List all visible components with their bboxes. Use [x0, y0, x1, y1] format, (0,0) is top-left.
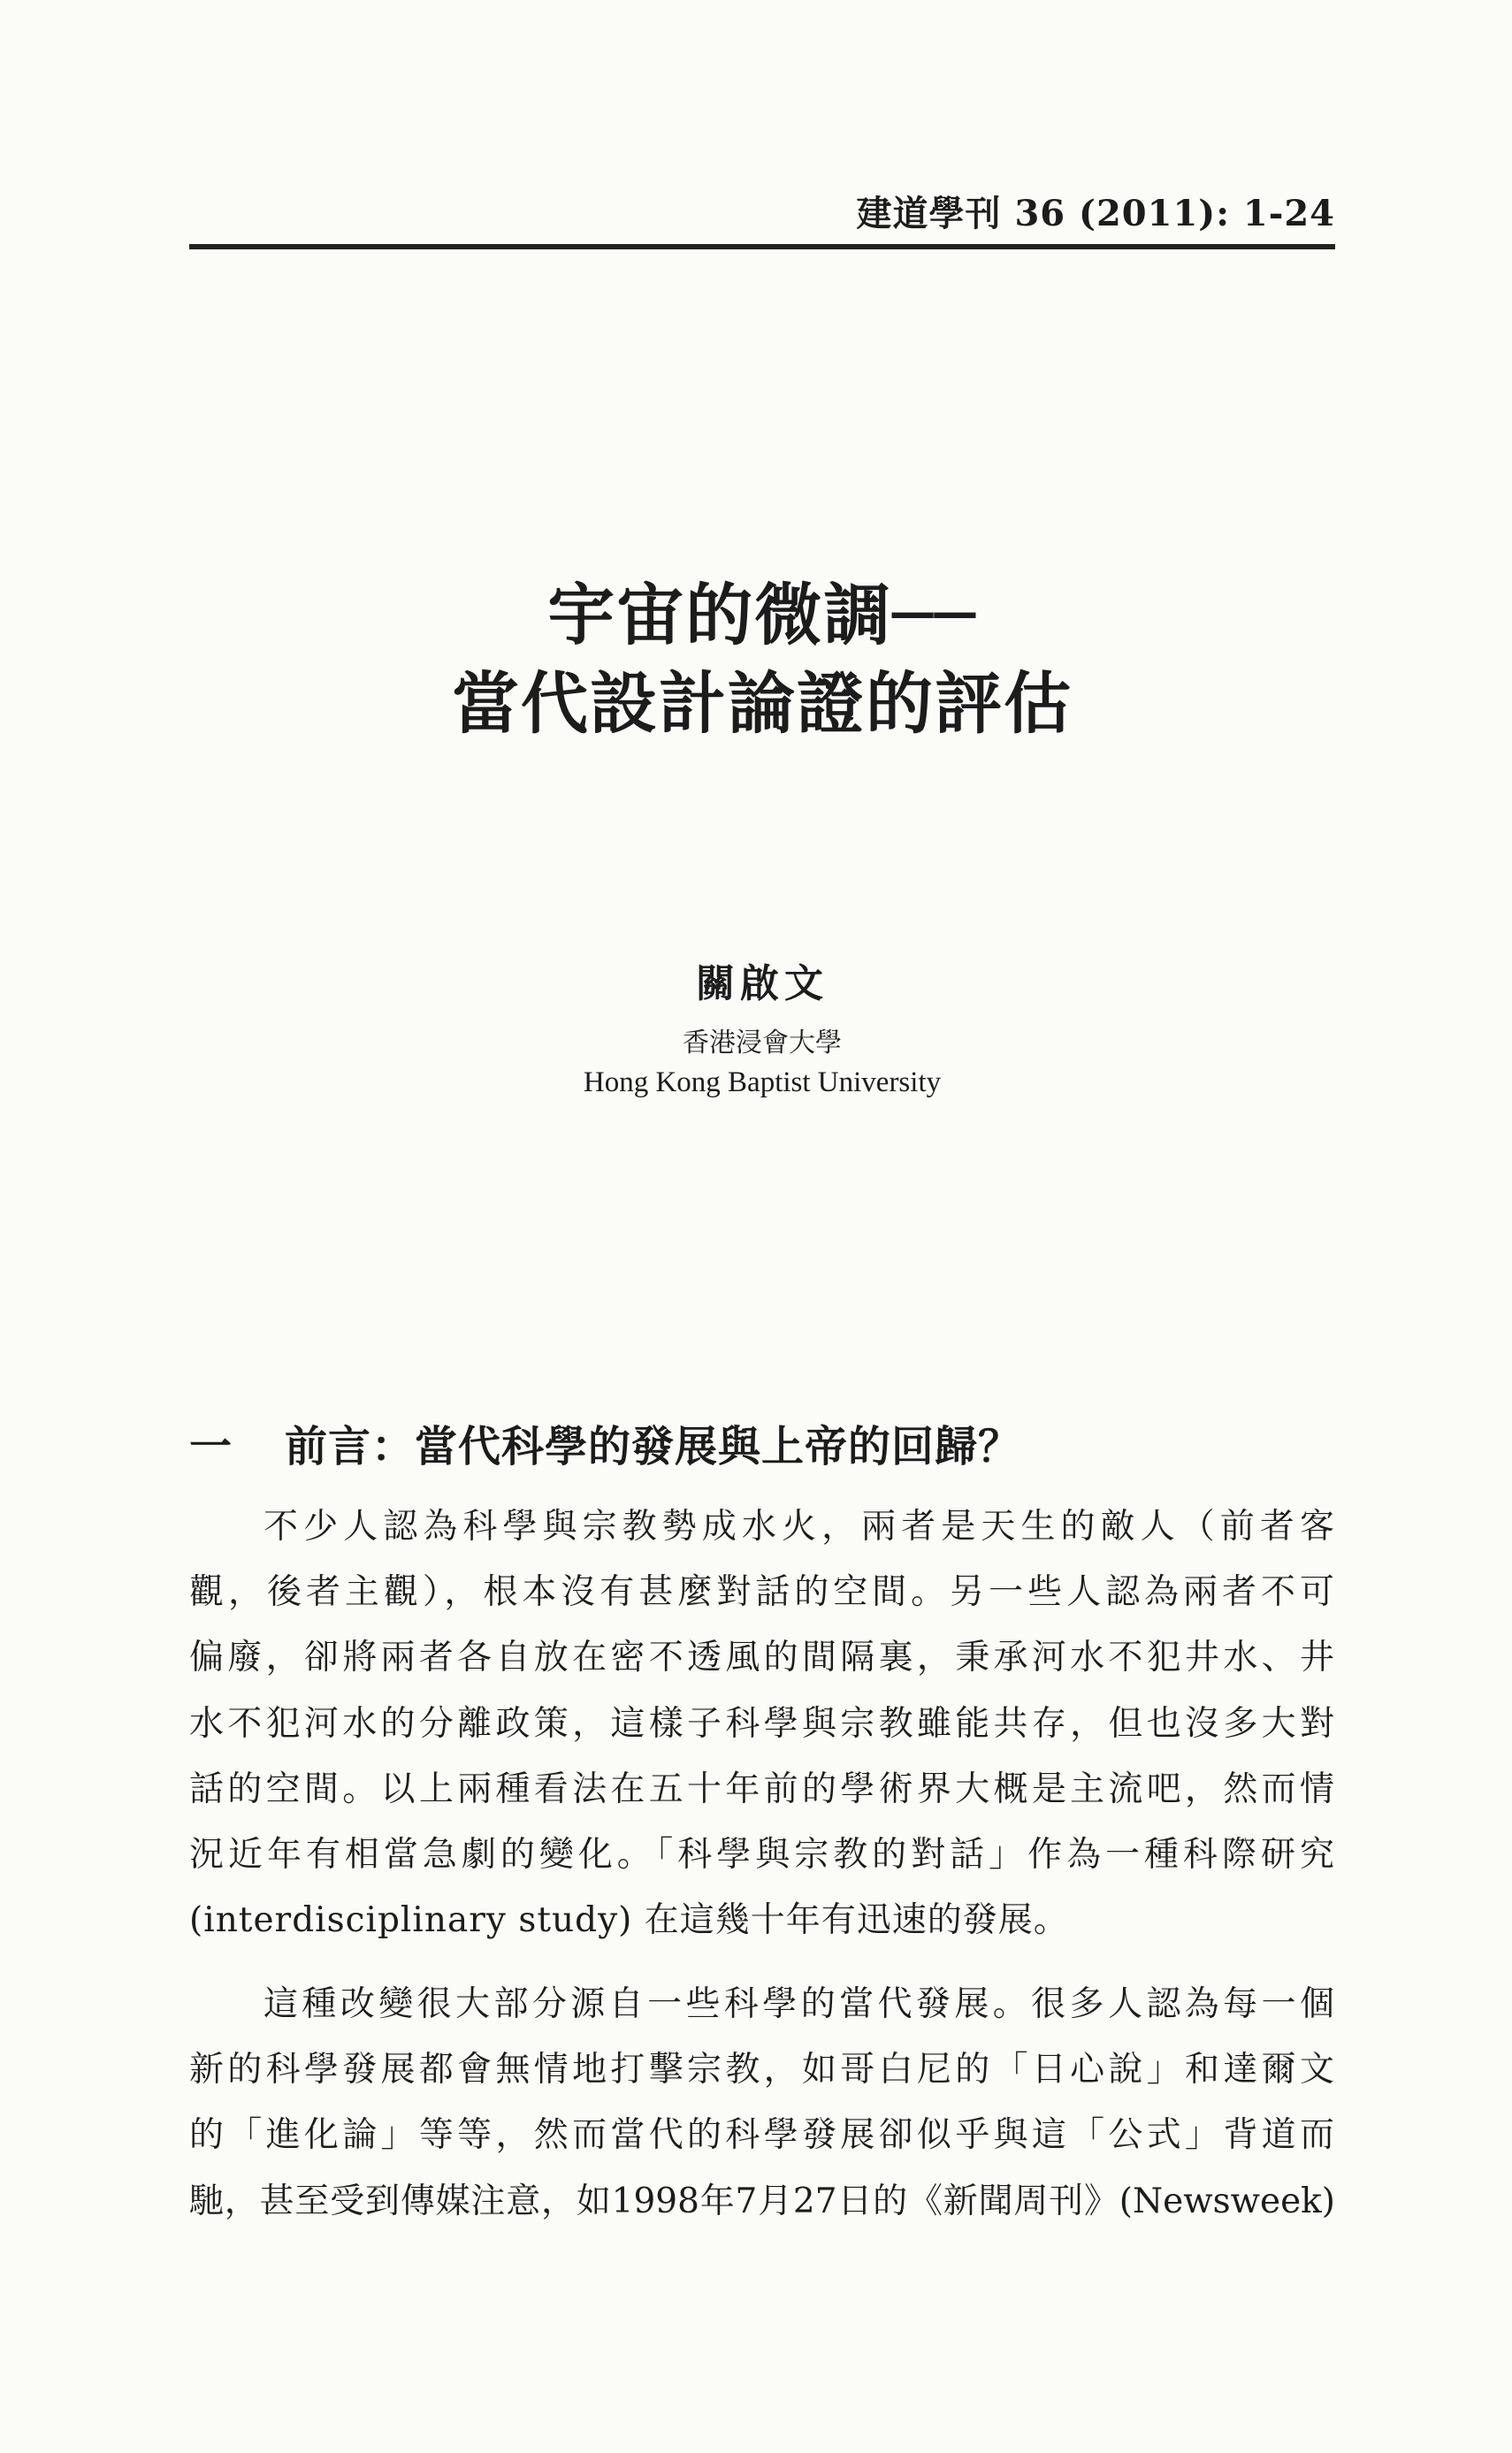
paragraph-line: 不少人認為科學與宗教勢成水火，兩者是天生的敵人（前者客 — [263, 1507, 1335, 1547]
article-title-line2: 當代設計論證的評估 — [452, 664, 1073, 743]
author-name: 關啟文 — [696, 961, 829, 1006]
author-affiliation-zh: 香港浸會大學 — [683, 1028, 842, 1058]
section-heading — [189, 1418, 1335, 1475]
paragraph-line: 話的空間。以上兩種看法在五十年前的學術界大概是主流吧，然而情 — [189, 1769, 1335, 1809]
paragraph-line: 新的科學發展都會無情地打擊宗教，如哥白尼的「日心說」和達爾文 — [189, 2050, 1335, 2090]
paragraph-line: 這種改變很大部分源自一些科學的當代發展。很多人認為每一個 — [263, 1984, 1335, 2024]
section-number: 一 — [189, 1422, 233, 1471]
paragraph-line: 觀，後者主觀），根本沒有甚麼對話的空間。另一些人認為兩者不可 — [189, 1572, 1335, 1612]
author-affiliation-en: Hong Kong Baptist University — [583, 1066, 942, 1098]
paragraph-line: 水不犯河水的分離政策，這樣子科學與宗教雖能共存，但也沒多大對 — [189, 1704, 1335, 1744]
section-title: 前言：當代科學的發展與上帝的回歸？ — [285, 1422, 1022, 1471]
paragraph-line: 況近年有相當急劇的變化。「科學與宗教的對話」作為一種科際研究 — [189, 1835, 1335, 1875]
paragraph-line: 馳，甚至受到傳媒注意，如1998年7月27日的《新聞周刊》(Newsweek) — [189, 2182, 1335, 2221]
running-header: 建道學刊 36 (2011): 1-24 — [856, 193, 1335, 234]
paragraph-line: 偏廢，卻將兩者各自放在密不透風的間隔裏，秉承河水不犯井水、井 — [189, 1638, 1335, 1677]
paragraph-line: 的「進化論」等等，然而當代的科學發展卻似乎與這「公式」背道而 — [189, 2115, 1335, 2155]
article-title-line1: 宇宙的微調── — [547, 576, 977, 654]
paragraph-line: (interdisciplinary study) 在這幾十年有迅速的發展。 — [189, 1900, 1069, 1940]
header-rule — [189, 244, 1335, 249]
